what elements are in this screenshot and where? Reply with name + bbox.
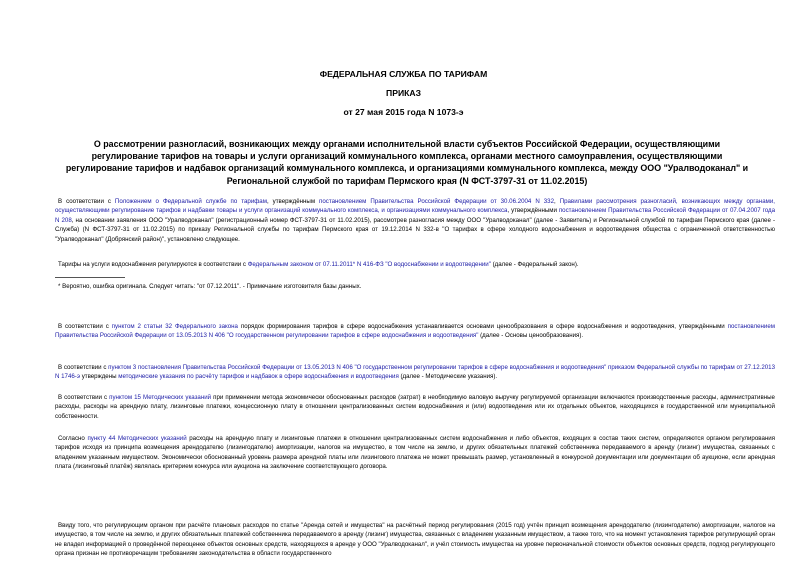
date-number-heading: от 27 мая 2015 года N 1073-э (343, 107, 464, 117)
paragraph-3 (55, 322, 775, 341)
text: , на основании заявления ООО "Уралводоканал" (регистрационный номер ФСТ-3797-31 от 11.02.2015), рассмотрев разногласия между ООО "Уралводоканал" (далее - Заявитель) и Региональной службой по тарифам Пермского края (далее - Служба) (N ФСТ-3797-31 от 11.02.2015) по приказу Региональной службы по тарифам Пермского края от 19.12.2014 N 332-в "О тарифах в сфере холодного водоснабжения и водоотведения общества с ограниченной ответственностью "Уралводоканал" (Добрянский район)", установлено следующее. (55, 216, 775, 243)
link-federal-law-416[interactable]: Федеральным законом от 07.11.2011* N 416-ФЗ "О водоснабжении и водоотведении" (247, 261, 491, 268)
link-resolution-332[interactable]: постановлением Правительства Российской Федерации от 30.06.2004 N 332 (319, 198, 554, 205)
text: , утверждёнными (507, 207, 559, 215)
paragraph-1 (55, 197, 775, 244)
text: (далее - Методические указания). (398, 373, 498, 381)
paragraph-2 (55, 260, 775, 269)
link-point-44[interactable]: пункту 44 Методических указаний (87, 435, 187, 442)
text: В соответствии с (58, 198, 115, 205)
text: В соответствии с (58, 364, 109, 371)
paragraph-6 (55, 434, 775, 472)
text: В соответствии с (58, 323, 112, 330)
footnote: * Вероятно, ошибка оригинала. Следует читать: "от 07.12.2011". - Примечание изготовителя базы данных. (58, 283, 362, 290)
text: утверждены (79, 373, 119, 381)
link-resolution-406[interactable]: постановлением Правительства Российской Федерации от 13.05.2013 N 406 "О государственном регулировании тарифов в сфере водоснабжения и водоотведения" (55, 323, 775, 340)
text: расходы на арендную плату и лизинговые платежи в отношении централизованных систем водоснабжения и либо объектов, входящих в состав таких систем, определяются органом регулирования тарифов исходя из принципа возмещения арендодателю (лизингодателю) амортизации, налогов на имущество, в том числе на землю, и других обязательных платежей собственника передаваемого в аренду (лизинг) имущества, связанных с владением указанным имуществом. Экономически обоснованный уровень размера арендной платы или лизингового платежа не может превышать размер, установленный в конкурсной документации или документации об аукционе, если арендная плата (лизинговый платёж) являлась критерием конкурса или аукциона на заключение соответствующего договора. (55, 435, 775, 471)
document-title: О рассмотрении разногласий, возникающих между органами исполнительной власти субъектов Российской Федерации, осуществляющими регулирование тарифов на товары и услуги организаций коммунального комплекса, органами местного самоуправления, осуществляющими регулирование тарифов и надбавок организаций коммунального комплекса, и организациями коммунального комплекса, между ООО "Уралводоканал" и Региональной службой по тарифам Пермского края (N ФСТ-3797-31 от 11.02.2015) (65, 139, 749, 186)
text: В соответствии с (58, 394, 110, 401)
text: (далее - Федеральный закон). (490, 261, 579, 268)
link-methodical-guidelines[interactable]: методические указания по расчёту тарифов и надбавок в сфере водоснабжения и водоотведения (118, 373, 399, 381)
text: (далее - Основы ценообразования). (478, 332, 584, 340)
text: порядок формирования тарифов в сфере водоснабжения устанавливается основами ценообразования в сфере водоснабжения и водоотведения, утверждёнными (237, 323, 728, 330)
doc-type-heading: ПРИКАЗ (386, 88, 421, 98)
link-order-1746[interactable]: пунктом 3 постановления Правительства Российской Федерации от 13.05.2013 N 406 "О государственном регулировании тарифов в сфере водоснабжения и водоотведения" приказом Федеральной службы по тарифам от 27.12.2013 N 1746-э (55, 364, 775, 381)
text: Согласно (58, 435, 88, 442)
agency-heading: ФЕДЕРАЛЬНАЯ СЛУЖБА ПО ТАРИФАМ (319, 69, 488, 79)
link-ft-regulation[interactable]: Положением о Федеральной службе по тарифам (114, 198, 267, 205)
link-point-15[interactable]: пунктом 15 Методических указаний (109, 394, 212, 401)
link-resolution-208[interactable]: постановлением Правительства Российской Федерации от 07.04.2007 года N 208 (55, 207, 775, 224)
link-disagreement-rules[interactable]: Правилами рассмотрения разногласий, возникающих между органами, осуществляющими регулирование тарифов и надбавки товары и услуги организаций коммунального комплекса, и организациями коммунального комплекса (55, 198, 775, 215)
text: Тарифы на услуги водоснабжения регулируются в соответствии с (58, 261, 248, 268)
text: , (554, 198, 560, 205)
paragraph-7: Ввиду того, что регулирующим органом при расчёте плановых расходов по статье "Аренда сетей и имущества" на расчётный период регулирования (2015 год) учтён принцип возмещения арендодателю (лизингодателю) амортизации, налогов на имущество, в том числе на землю, и других обязательных платежей собственника передаваемого в аренду (лизинг) имущества, связанных с владением указанным имуществом, а также того, что на момент установления тарифов регулирующий орган не владел информацией о проведённой переоценке объектов основных средств, находящихся в аренде у ООО "Уралводоканал", и учёл стоимость имущества на уровне первоначальной стоимости объектов основных средств, подход регулирующего органа признан не противоречащим требованиям законодательства в области государственного (55, 522, 775, 558)
text: при применении метода экономически обоснованных расходов (затрат) в необходимую валовую выручку регулируемой организации включаются производственные расходы, административные расходы, расходы на арендную плату, лизинговые платежи, концессионную плату в отношении централизованных систем водоснабжения и (или) водоотведения или их отдельных объектов, находящихся в государственной или муниципальной собственности. (55, 394, 775, 420)
text: , утверждённым (266, 198, 320, 205)
paragraph-5 (55, 393, 775, 421)
paragraph-4 (55, 363, 775, 382)
link-article-32[interactable]: пунктом 2 статьи 32 Федерального закона (111, 323, 238, 330)
footnote-divider (55, 277, 125, 278)
